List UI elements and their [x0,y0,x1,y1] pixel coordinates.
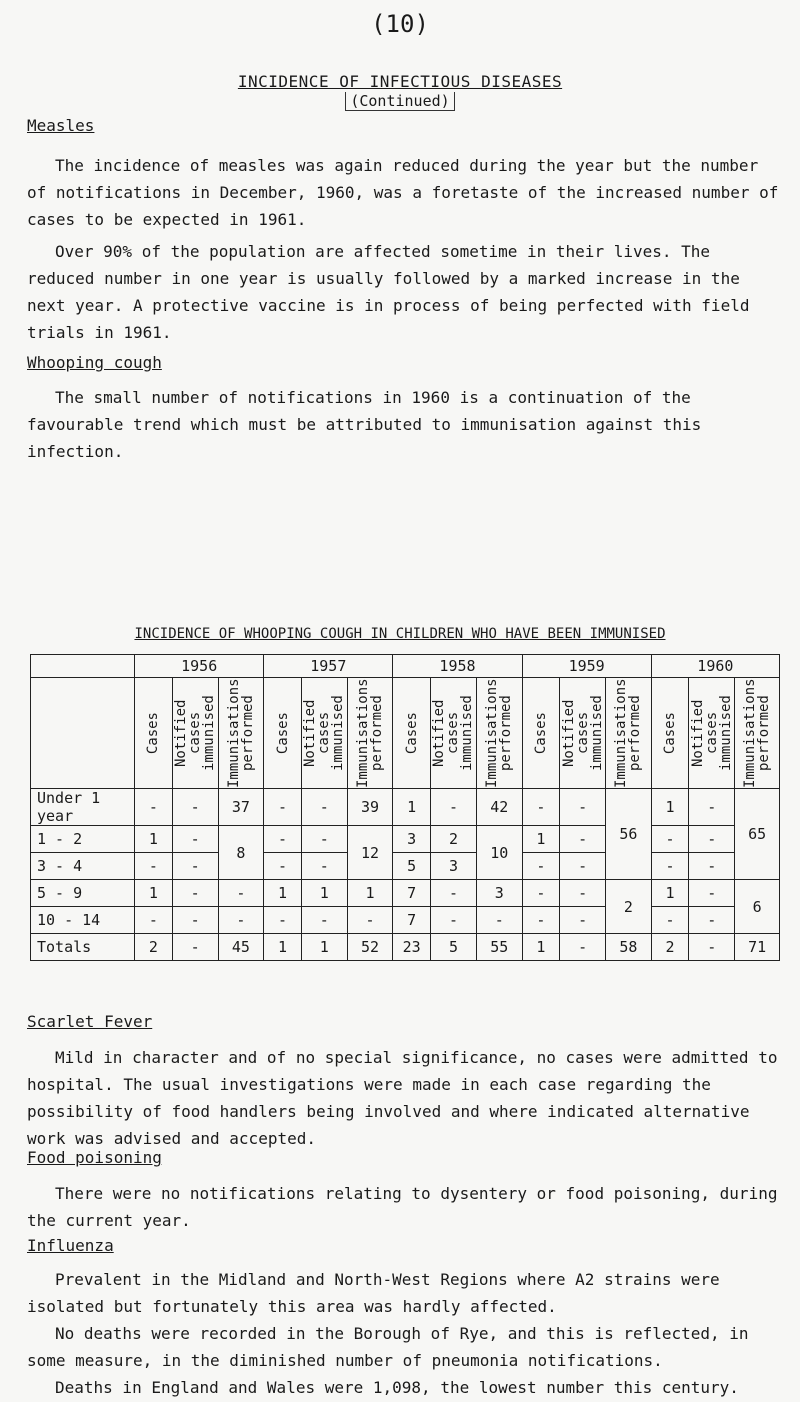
column-header: Cases [393,678,431,789]
page-number: (10) [371,10,429,38]
column-header: Cases [264,678,302,789]
year-header: 1956 [135,655,264,678]
food-heading: Food poisoning [27,1148,162,1167]
page-title: INCIDENCE OF INFECTIOUS DISEASES [237,72,563,91]
whooping-paragraph-1: The small number of notifications in 1960 is a continuation of the favourable trend which must be attributed to immunisation against this infection. [27,388,702,461]
table-row: 5 - 9 1 - - 1 1 1 7 - 3 - - 2 1 - 6 [31,880,780,907]
column-header: Notified cases immunised [172,678,218,789]
column-header: Immunisations performed [735,678,780,789]
year-header: 1960 [651,655,779,678]
scarlet-paragraph-1: Mild in character and of no special significance, no cases were admitted to hospital. The usual investigations were made in each case regarding the possibility of food handlers being involved and where indicated alternative work was advised and accepted. [27,1048,778,1148]
column-header: Immunisations performed [347,678,393,789]
column-header: Notified cases immunised [560,678,606,789]
column-header: Notified cases immunised [689,678,735,789]
food-paragraph-1: There were no notifications relating to dysentery or food poisoning, during the current year. [27,1184,778,1230]
column-header: Notified cases immunised [431,678,477,789]
corner-cell [31,655,135,678]
influenza-paragraph-3: Deaths in England and Wales were 1,098, the lowest number this century. [55,1378,739,1397]
influenza-heading: Influenza [27,1236,114,1255]
column-header: Immunisations performed [606,678,652,789]
measles-heading: Measles [27,116,95,135]
column-header: Cases [522,678,560,789]
influenza-paragraph-1: Prevalent in the Midland and North-West Regions where A2 strains were isolated but fortunately this area was hardly affected. [27,1270,720,1316]
year-header: 1957 [264,655,393,678]
column-header: Cases [135,678,173,789]
year-header: 1958 [393,655,522,678]
corner-cell [31,678,135,789]
year-header: 1959 [522,655,651,678]
column-header: Immunisations performed [218,678,264,789]
page-subtitle [0,92,800,110]
subtitle-text: (Continued) [345,92,454,111]
column-header: Cases [651,678,689,789]
table-row: 1 - 2 1 - 8 - - 12 3 2 10 1 - - - [31,826,780,853]
totals-row: Totals 2 - 45 1 1 52 23 5 55 1 - 58 2 - 71 [31,934,780,961]
whooping-heading: Whooping cough [27,353,162,372]
measles-paragraph-1: The incidence of measles was again reduced during the year but the number of notifications in December, 1960, was a foretaste of the increased number of cases to be expected in 1961. [27,156,779,229]
table-title: INCIDENCE OF WHOOPING COUGH IN CHILDREN WHO HAVE BEEN IMMUNISED [134,626,666,642]
table-row: 10 - 14 - - - - - - 7 - - - - - - [31,907,780,934]
column-header: Notified cases immunised [301,678,347,789]
column-header: Immunisations performed [476,678,522,789]
scarlet-heading: Scarlet Fever [27,1012,153,1031]
table-row: 3 - 4 - - - - 5 3 - - - - [31,853,780,880]
table-row: Under 1 year - - 37 - - 39 1 - 42 - - 56 1 - 65 [31,789,780,826]
whooping-cough-table [30,654,780,961]
measles-paragraph-2: Over 90% of the population are affected sometime in their lives. The reduced number in one year is usually followed by a marked increase in the next year. A protective vaccine is in process of being perfected with field trials in 1961. [27,242,750,342]
influenza-paragraph-2: No deaths were recorded in the Borough of Rye, and this is reflected, in some measure, in the diminished number of pneumonia notifications. [27,1324,749,1370]
